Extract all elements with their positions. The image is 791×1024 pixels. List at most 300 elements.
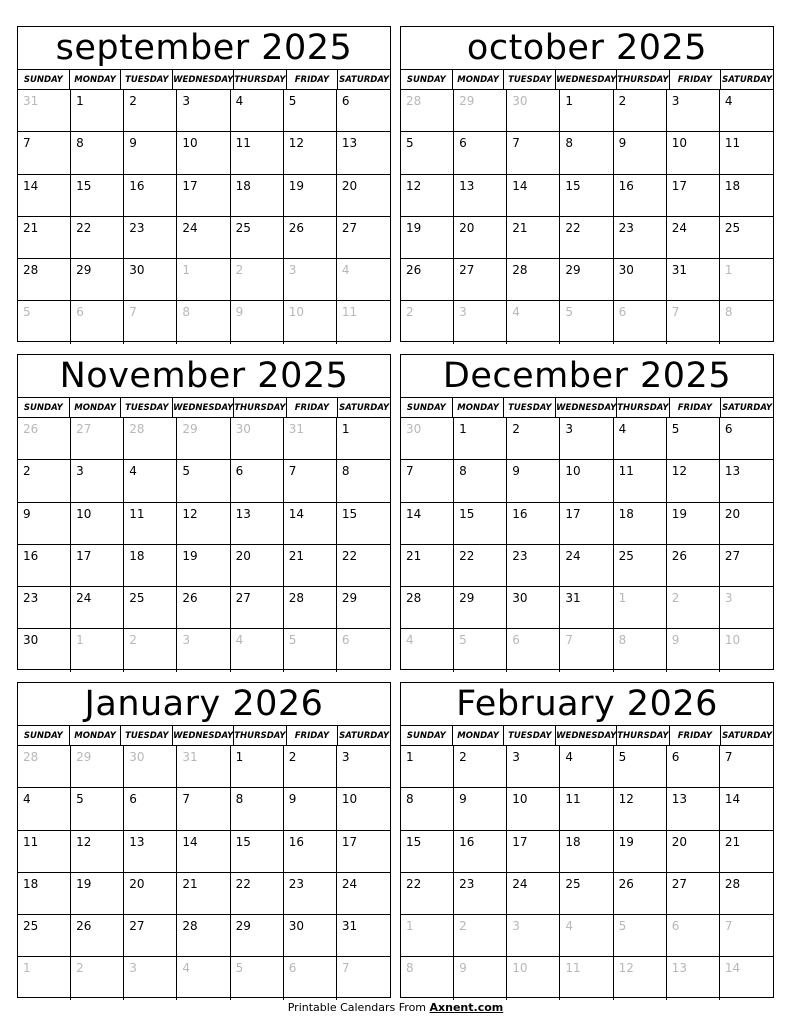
- day-cell: 31: [337, 915, 390, 957]
- day-cell: 1: [454, 418, 507, 460]
- month-calendar: [400, 682, 774, 998]
- day-cell: 11: [231, 132, 284, 174]
- day-cell: 8: [401, 788, 454, 830]
- weekday-label: FRIDAY: [670, 70, 722, 90]
- day-cell: 13: [667, 788, 720, 830]
- day-cell: 29: [231, 915, 284, 957]
- day-cell: 2: [18, 460, 71, 502]
- day-cell: 7: [720, 746, 773, 788]
- day-cell: 28: [401, 587, 454, 629]
- day-cell: 14: [18, 175, 71, 217]
- weekday-label: MONDAY: [70, 398, 122, 418]
- day-cell: 27: [231, 587, 284, 629]
- day-cell: 20: [124, 873, 177, 915]
- day-cell: 7: [18, 132, 71, 174]
- day-cell: 21: [18, 217, 71, 259]
- day-cell: 12: [177, 503, 230, 545]
- day-cell: 20: [454, 217, 507, 259]
- day-cell: 17: [71, 545, 124, 587]
- day-cell-adjacent-month: 1: [401, 915, 454, 957]
- day-cell: 20: [231, 545, 284, 587]
- day-cell: 10: [507, 788, 560, 830]
- day-cell: 3: [337, 746, 390, 788]
- day-cell: 25: [720, 217, 773, 259]
- day-cell: 14: [284, 503, 337, 545]
- day-cell-adjacent-month: 3: [507, 915, 560, 957]
- day-cell: 22: [71, 217, 124, 259]
- day-cell-adjacent-month: 7: [341, 961, 350, 976]
- day-cell: 16: [284, 831, 337, 873]
- day-cell-adjacent-month: 31: [284, 418, 337, 460]
- day-cell: 13: [720, 460, 773, 502]
- day-cell: 12: [401, 175, 454, 217]
- weekday-label: SATURDAY: [721, 398, 773, 418]
- day-cell: 1: [337, 418, 390, 460]
- day-cell: 5: [401, 132, 454, 174]
- day-cell: 25: [18, 915, 71, 957]
- day-cell-adjacent-month: 10: [724, 633, 741, 648]
- day-cell: 9: [507, 460, 560, 502]
- day-cell: 17: [337, 831, 390, 873]
- day-grid: [18, 746, 390, 1000]
- day-cell: 5: [614, 746, 667, 788]
- day-cell-adjacent-month: 6: [71, 301, 124, 343]
- month-title: september 2025: [18, 27, 390, 70]
- month-calendar: [17, 26, 391, 342]
- weekday-label: WEDNESDAY: [173, 398, 234, 418]
- weekday-label: SUNDAY: [18, 398, 70, 418]
- day-cell: 26: [401, 259, 454, 301]
- day-cell: 9: [18, 503, 71, 545]
- day-cell: 24: [667, 217, 720, 259]
- day-cell: 10: [560, 460, 613, 502]
- day-cell: 19: [614, 831, 667, 873]
- weekday-label: WEDNESDAY: [556, 726, 617, 746]
- day-cell: 23: [284, 873, 337, 915]
- day-cell: 30: [18, 629, 71, 671]
- footer-prefix: Printable Calendars From: [287, 1001, 430, 1014]
- day-cell-adjacent-month: 5: [284, 629, 337, 671]
- day-cell-adjacent-month: 30: [124, 746, 177, 788]
- weekday-label: SATURDAY: [721, 726, 773, 746]
- day-cell: 2: [507, 418, 560, 460]
- day-cell: 14: [177, 831, 230, 873]
- day-cell: 25: [124, 587, 177, 629]
- day-cell: 30: [507, 587, 560, 629]
- weekday-label: THURSDAY: [234, 726, 286, 746]
- day-cell-adjacent-month: 7: [667, 301, 720, 343]
- weekday-label: FRIDAY: [670, 398, 722, 418]
- day-cell: 10: [667, 132, 720, 174]
- day-cell: 16: [507, 503, 560, 545]
- weekday-header: [18, 70, 390, 90]
- day-cell: 27: [124, 915, 177, 957]
- day-cell: 12: [284, 132, 337, 174]
- day-cell: 29: [71, 259, 124, 301]
- day-cell: 9: [284, 788, 337, 830]
- day-cell: 20: [720, 503, 773, 545]
- day-cell: 27: [454, 259, 507, 301]
- day-cell-adjacent-month: 2: [71, 957, 124, 999]
- day-cell: 5: [177, 460, 230, 502]
- weekday-label: TUESDAY: [504, 726, 556, 746]
- day-cell-adjacent-month: 6: [667, 915, 720, 957]
- day-cell: 26: [614, 873, 667, 915]
- day-cell-adjacent-month: 5: [18, 301, 71, 343]
- day-cell: 8: [71, 132, 124, 174]
- day-cell: 4: [614, 418, 667, 460]
- day-cell: 23: [18, 587, 71, 629]
- day-cell: 28: [507, 259, 560, 301]
- day-cell: 6: [231, 460, 284, 502]
- day-cell: 25: [231, 217, 284, 259]
- day-cell: 7: [507, 132, 560, 174]
- day-cell-adjacent-month: 10: [284, 301, 337, 343]
- day-cell: 2: [124, 90, 177, 132]
- day-grid: [401, 418, 773, 672]
- weekday-label: MONDAY: [70, 70, 122, 90]
- day-cell: 24: [337, 873, 390, 915]
- day-cell: 19: [71, 873, 124, 915]
- day-cell: 18: [614, 503, 667, 545]
- day-cell: 15: [454, 503, 507, 545]
- day-cell: 12: [614, 788, 667, 830]
- weekday-label: SUNDAY: [401, 398, 453, 418]
- day-cell-adjacent-month: 4: [401, 629, 454, 671]
- day-cell-adjacent-month: 31: [18, 90, 71, 132]
- month-calendar: [400, 354, 774, 670]
- day-cell-adjacent-month: 5: [231, 957, 284, 999]
- day-cell: 27: [720, 545, 773, 587]
- day-cell: 14: [401, 503, 454, 545]
- weekday-label: TUESDAY: [504, 398, 556, 418]
- day-cell-adjacent-month: 1: [71, 629, 124, 671]
- day-cell: 3: [507, 746, 560, 788]
- day-cell: 21: [177, 873, 230, 915]
- day-cell: 11: [124, 503, 177, 545]
- day-cell-adjacent-month: 27: [71, 418, 124, 460]
- day-cell: 18: [124, 545, 177, 587]
- day-cell: 30: [284, 915, 337, 957]
- weekday-header: [401, 726, 773, 746]
- day-cell-adjacent-month: 3: [284, 259, 337, 301]
- day-cell-adjacent-month: 1: [18, 957, 71, 999]
- day-cell: 28: [177, 915, 230, 957]
- day-cell: 27: [667, 873, 720, 915]
- day-cell: 28: [18, 259, 71, 301]
- day-cell: 12: [71, 831, 124, 873]
- weekday-label: THURSDAY: [617, 70, 669, 90]
- day-cell-adjacent-month: 4: [231, 629, 284, 671]
- day-cell: 8: [231, 788, 284, 830]
- day-cell-adjacent-month: 2: [231, 259, 284, 301]
- day-cell: 16: [18, 545, 71, 587]
- day-cell: 17: [667, 175, 720, 217]
- weekday-label: FRIDAY: [287, 398, 339, 418]
- day-cell: 2: [614, 90, 667, 132]
- day-cell: 24: [71, 587, 124, 629]
- day-cell-adjacent-month: 3: [454, 301, 507, 343]
- day-cell: 4: [560, 746, 613, 788]
- day-cell: 14: [720, 788, 773, 830]
- day-cell: 31: [560, 587, 613, 629]
- day-cell: 20: [337, 175, 390, 217]
- day-cell-adjacent-month: 5: [614, 915, 667, 957]
- weekday-label: MONDAY: [70, 726, 122, 746]
- day-cell-adjacent-month: 3: [720, 587, 773, 629]
- weekday-header: [18, 398, 390, 418]
- day-cell: 19: [667, 503, 720, 545]
- day-cell-adjacent-month: 6: [507, 629, 560, 671]
- day-cell: 24: [507, 873, 560, 915]
- day-cell: 1: [560, 90, 613, 132]
- day-cell: 30: [124, 259, 177, 301]
- weekday-label: TUESDAY: [121, 726, 173, 746]
- day-cell-adjacent-month: 3: [177, 629, 230, 671]
- day-cell: 3: [560, 418, 613, 460]
- day-cell: 23: [614, 217, 667, 259]
- day-cell: 10: [337, 788, 390, 830]
- day-cell-adjacent-month: 5: [454, 629, 507, 671]
- day-cell: 22: [401, 873, 454, 915]
- day-cell: 11: [560, 788, 613, 830]
- weekday-label: FRIDAY: [287, 70, 339, 90]
- day-cell-adjacent-month: 4: [560, 915, 613, 957]
- month-title: January 2026: [18, 683, 390, 726]
- day-cell-adjacent-month: 6: [341, 633, 350, 648]
- day-cell: 16: [454, 831, 507, 873]
- day-cell: 15: [71, 175, 124, 217]
- day-cell: 22: [337, 545, 390, 587]
- day-cell-adjacent-month: 29: [71, 746, 124, 788]
- day-cell: 1: [231, 746, 284, 788]
- weekday-label: FRIDAY: [287, 726, 339, 746]
- day-cell-adjacent-month: 8: [177, 301, 230, 343]
- day-cell: 28: [720, 873, 773, 915]
- day-cell-adjacent-month: 11: [341, 305, 358, 320]
- day-cell: 6: [667, 746, 720, 788]
- day-cell: 8: [560, 132, 613, 174]
- weekday-label: WEDNESDAY: [173, 726, 234, 746]
- day-cell: 6: [454, 132, 507, 174]
- day-cell-adjacent-month: 1: [720, 259, 773, 301]
- day-cell-adjacent-month: 30: [507, 90, 560, 132]
- day-cell: 23: [454, 873, 507, 915]
- day-cell-adjacent-month: 6: [614, 301, 667, 343]
- day-cell: 18: [231, 175, 284, 217]
- day-cell: 12: [667, 460, 720, 502]
- day-cell: 17: [507, 831, 560, 873]
- day-cell: 10: [177, 132, 230, 174]
- footer: [0, 1001, 791, 1014]
- day-cell: 22: [454, 545, 507, 587]
- day-cell: 21: [284, 545, 337, 587]
- day-cell: 2: [284, 746, 337, 788]
- day-cell: 1: [401, 746, 454, 788]
- weekday-label: MONDAY: [453, 726, 505, 746]
- weekday-label: TUESDAY: [121, 70, 173, 90]
- day-cell-adjacent-month: 1: [177, 259, 230, 301]
- day-cell-adjacent-month: 2: [454, 915, 507, 957]
- day-cell: 26: [284, 217, 337, 259]
- weekday-label: TUESDAY: [121, 398, 173, 418]
- day-cell: 22: [560, 217, 613, 259]
- day-cell: 13: [454, 175, 507, 217]
- day-cell: 20: [667, 831, 720, 873]
- day-cell: 7: [401, 460, 454, 502]
- day-cell-adjacent-month: 2: [401, 301, 454, 343]
- day-cell-adjacent-month: 7: [124, 301, 177, 343]
- month-title: November 2025: [18, 355, 390, 398]
- weekday-label: SUNDAY: [401, 70, 453, 90]
- day-cell-adjacent-month: 14: [724, 961, 741, 976]
- day-cell: 9: [124, 132, 177, 174]
- weekday-label: SUNDAY: [401, 726, 453, 746]
- weekday-label: FRIDAY: [670, 726, 722, 746]
- day-cell: 4: [18, 788, 71, 830]
- day-cell-adjacent-month: 26: [18, 418, 71, 460]
- day-cell-adjacent-month: 28: [401, 90, 454, 132]
- day-cell: 8: [454, 460, 507, 502]
- day-cell: 15: [401, 831, 454, 873]
- month-calendar: [17, 682, 391, 998]
- weekday-header: [401, 398, 773, 418]
- weekday-label: THURSDAY: [617, 726, 669, 746]
- day-cell-adjacent-month: 30: [231, 418, 284, 460]
- day-cell-adjacent-month: 28: [124, 418, 177, 460]
- day-cell: 13: [337, 132, 390, 174]
- day-grid: [18, 418, 390, 672]
- footer-brand-link[interactable]: Axnent.com: [429, 1001, 504, 1014]
- day-cell: 6: [337, 90, 390, 132]
- day-cell: 21: [507, 217, 560, 259]
- month-calendar: [400, 26, 774, 342]
- day-cell-adjacent-month: 5: [560, 301, 613, 343]
- day-cell: 1: [71, 90, 124, 132]
- day-cell-adjacent-month: 4: [337, 259, 390, 301]
- day-cell-adjacent-month: 6: [284, 957, 337, 999]
- day-cell: 3: [71, 460, 124, 502]
- day-cell: 13: [124, 831, 177, 873]
- day-cell: 8: [337, 460, 390, 502]
- day-cell: 5: [71, 788, 124, 830]
- day-cell: 13: [231, 503, 284, 545]
- day-cell-adjacent-month: 7: [720, 915, 773, 957]
- day-cell: 16: [124, 175, 177, 217]
- day-cell: 11: [614, 460, 667, 502]
- day-cell: 3: [177, 90, 230, 132]
- day-cell: 4: [124, 460, 177, 502]
- day-cell-adjacent-month: 10: [507, 957, 560, 999]
- day-cell: 30: [614, 259, 667, 301]
- day-cell: 19: [284, 175, 337, 217]
- day-grid: [18, 90, 390, 344]
- month-title: February 2026: [401, 683, 773, 726]
- month-title: october 2025: [401, 27, 773, 70]
- weekday-label: SATURDAY: [338, 398, 390, 418]
- day-cell: 6: [124, 788, 177, 830]
- day-cell: 29: [337, 587, 390, 629]
- day-cell: 26: [667, 545, 720, 587]
- weekday-label: SATURDAY: [338, 70, 390, 90]
- day-cell: 2: [454, 746, 507, 788]
- day-cell: 7: [284, 460, 337, 502]
- day-cell: 28: [284, 587, 337, 629]
- day-cell: 24: [177, 217, 230, 259]
- weekday-label: SATURDAY: [338, 726, 390, 746]
- day-cell: 17: [177, 175, 230, 217]
- day-cell: 22: [231, 873, 284, 915]
- day-cell: 6: [720, 418, 773, 460]
- day-cell: 11: [720, 132, 773, 174]
- day-cell: 15: [231, 831, 284, 873]
- day-cell-adjacent-month: 2: [667, 587, 720, 629]
- weekday-label: SUNDAY: [18, 726, 70, 746]
- weekday-label: THURSDAY: [234, 70, 286, 90]
- weekday-label: TUESDAY: [504, 70, 556, 90]
- day-cell-adjacent-month: 13: [667, 957, 720, 999]
- day-cell: 21: [720, 831, 773, 873]
- day-cell: 4: [231, 90, 284, 132]
- day-cell-adjacent-month: 29: [177, 418, 230, 460]
- day-cell-adjacent-month: 9: [667, 629, 720, 671]
- day-cell: 9: [454, 788, 507, 830]
- weekday-label: THURSDAY: [234, 398, 286, 418]
- day-cell: 24: [560, 545, 613, 587]
- day-cell-adjacent-month: 3: [124, 957, 177, 999]
- day-cell-adjacent-month: 9: [454, 957, 507, 999]
- day-cell: 19: [177, 545, 230, 587]
- day-cell: 3: [667, 90, 720, 132]
- day-grid: [401, 90, 773, 344]
- day-cell: 23: [507, 545, 560, 587]
- day-cell-adjacent-month: 29: [454, 90, 507, 132]
- day-cell: 5: [284, 90, 337, 132]
- day-cell-adjacent-month: 9: [231, 301, 284, 343]
- weekday-label: WEDNESDAY: [173, 70, 234, 90]
- day-cell-adjacent-month: 31: [177, 746, 230, 788]
- weekday-header: [401, 70, 773, 90]
- weekday-label: MONDAY: [453, 70, 505, 90]
- day-cell: 18: [560, 831, 613, 873]
- day-cell: 25: [560, 873, 613, 915]
- day-cell: 27: [337, 217, 390, 259]
- day-cell: 11: [18, 831, 71, 873]
- day-cell-adjacent-month: 8: [401, 957, 454, 999]
- day-cell: 5: [667, 418, 720, 460]
- day-cell: 25: [614, 545, 667, 587]
- day-cell-adjacent-month: 12: [614, 957, 667, 999]
- day-cell: 14: [507, 175, 560, 217]
- day-cell: 26: [177, 587, 230, 629]
- day-cell-adjacent-month: 7: [560, 629, 613, 671]
- day-cell: 18: [18, 873, 71, 915]
- day-cell: 17: [560, 503, 613, 545]
- day-cell: 15: [560, 175, 613, 217]
- weekday-label: SATURDAY: [721, 70, 773, 90]
- weekday-label: WEDNESDAY: [556, 70, 617, 90]
- day-cell-adjacent-month: 8: [614, 629, 667, 671]
- weekday-header: [18, 726, 390, 746]
- day-grid: [401, 746, 773, 1000]
- day-cell-adjacent-month: 1: [614, 587, 667, 629]
- day-cell: 23: [124, 217, 177, 259]
- day-cell: 4: [720, 90, 773, 132]
- day-cell: 29: [560, 259, 613, 301]
- day-cell: 9: [614, 132, 667, 174]
- day-cell: 19: [401, 217, 454, 259]
- day-cell-adjacent-month: 28: [18, 746, 71, 788]
